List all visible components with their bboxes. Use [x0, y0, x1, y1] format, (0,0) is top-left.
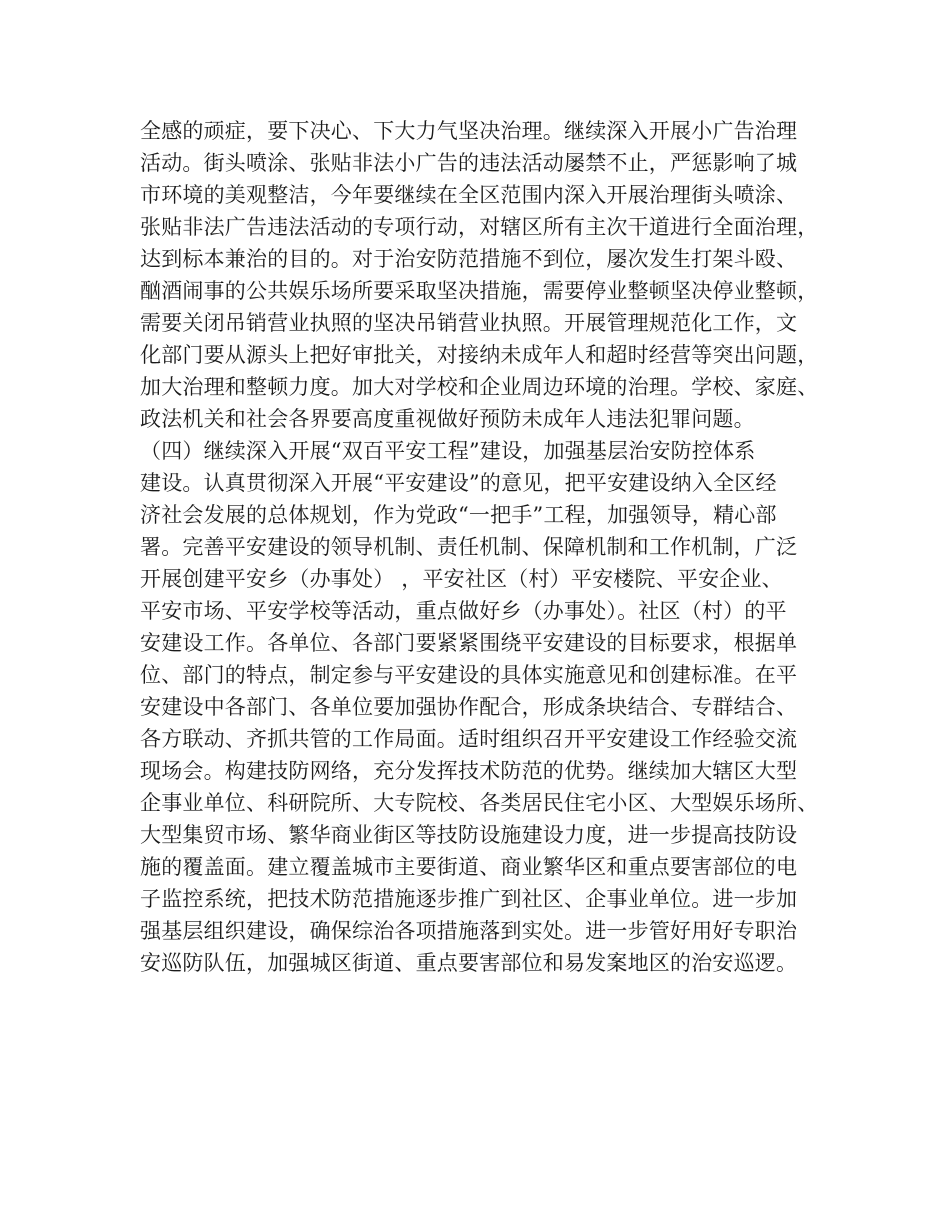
- text-line: 济社会发展的总体规划，作为党政“一把手”工程，加强领导，精心部: [140, 503, 777, 527]
- text-line: 平安市场、平安学校等活动，重点做好乡（办事处）。社区（村）的平: [140, 599, 787, 623]
- text-line: 张贴非法广告违法活动的专项行动，对辖区所有主次干道进行全面治理，: [140, 215, 819, 239]
- text-line: 强基层组织建设，确保综治各项措施落到实处。进一步管好用好专职治: [140, 919, 798, 943]
- text-line: 市环境的美观整洁，今年要继续在全区范围内深入开展治理街头喷涂、: [140, 183, 798, 207]
- text-line: 施的覆盖面。建立覆盖城市主要街道、商业繁华区和重点要害部位的电: [140, 855, 798, 879]
- text-line: 安巡防队伍，加强城区街道、重点要害部位和易发案地区的治安巡逻。: [140, 951, 798, 975]
- text-line: 酗酒闹事的公共娱乐场所要采取坚决措施，需要停业整顿坚决停业整顿，: [140, 279, 819, 303]
- text-line: 安建设中各部门、各单位要加强协作配合，形成条块结合、专群结合、: [140, 695, 798, 719]
- text-line: 化部门要从源头上把好审批关，对接纳未成年人和超时经营等突出问题，: [140, 343, 819, 367]
- text-line: 全感的顽症，要下决心、下大力气坚决治理。继续深入开展小广告治理: [140, 119, 798, 143]
- text-line: 各方联动、齐抓共管的工作局面。适时组织召开平安建设工作经验交流: [140, 727, 798, 751]
- text-line: 达到标本兼治的目的。对于治安防范措施不到位，屡次发生打架斗殴、: [140, 247, 798, 271]
- text-line: 现场会。构建技防网络，充分发挥技术防范的优势。继续加大辖区大型: [140, 759, 798, 783]
- body-text: [140, 115, 840, 979]
- text-line: 位、部门的特点，制定参与平安建设的具体实施意见和创建标准。在平: [140, 663, 798, 687]
- text-line: 活动。街头喷涂、张贴非法小广告的违法活动屡禁不止，严惩影响了城: [140, 151, 798, 175]
- text-line: 开展创建平安乡（办事处） ，平安社区（村）平安楼院、平安企业、: [140, 567, 783, 591]
- text-line: 安建设工作。各单位、各部门要紧紧围绕平安建设的目标要求，根据单: [140, 631, 798, 655]
- text-line: 企事业单位、科研院所、大专院校、各类居民住宅小区、大型娱乐场所、: [140, 791, 819, 815]
- text-line: 政法机关和社会各界要高度重视做好预防未成年人违法犯罪问题。: [140, 407, 755, 431]
- text-line: （四）继续深入开展“双百平安工程”建设，加强基层治安防控体系: [140, 439, 756, 463]
- text-line: 子监控系统，把技术防范措施逐步推广到社区、企事业单位。进一步加: [140, 887, 798, 911]
- text-line: 建设。认真贯彻深入开展“平安建设”的意见，把平安建设纳入全区经: [140, 471, 777, 495]
- text-line: 加大治理和整顿力度。加大对学校和企业周边环境的治理。学校、家庭、: [140, 375, 819, 399]
- text-line: 署。完善平安建设的领导机制、责任机制、保障机制和工作机制，广泛: [140, 535, 798, 559]
- text-line: 需要关闭吊销营业执照的坚决吊销营业执照。开展管理规范化工作，文: [140, 311, 798, 335]
- text-line: 大型集贸市场、繁华商业街区等技防设施建设力度，进一步提高技防设: [140, 823, 798, 847]
